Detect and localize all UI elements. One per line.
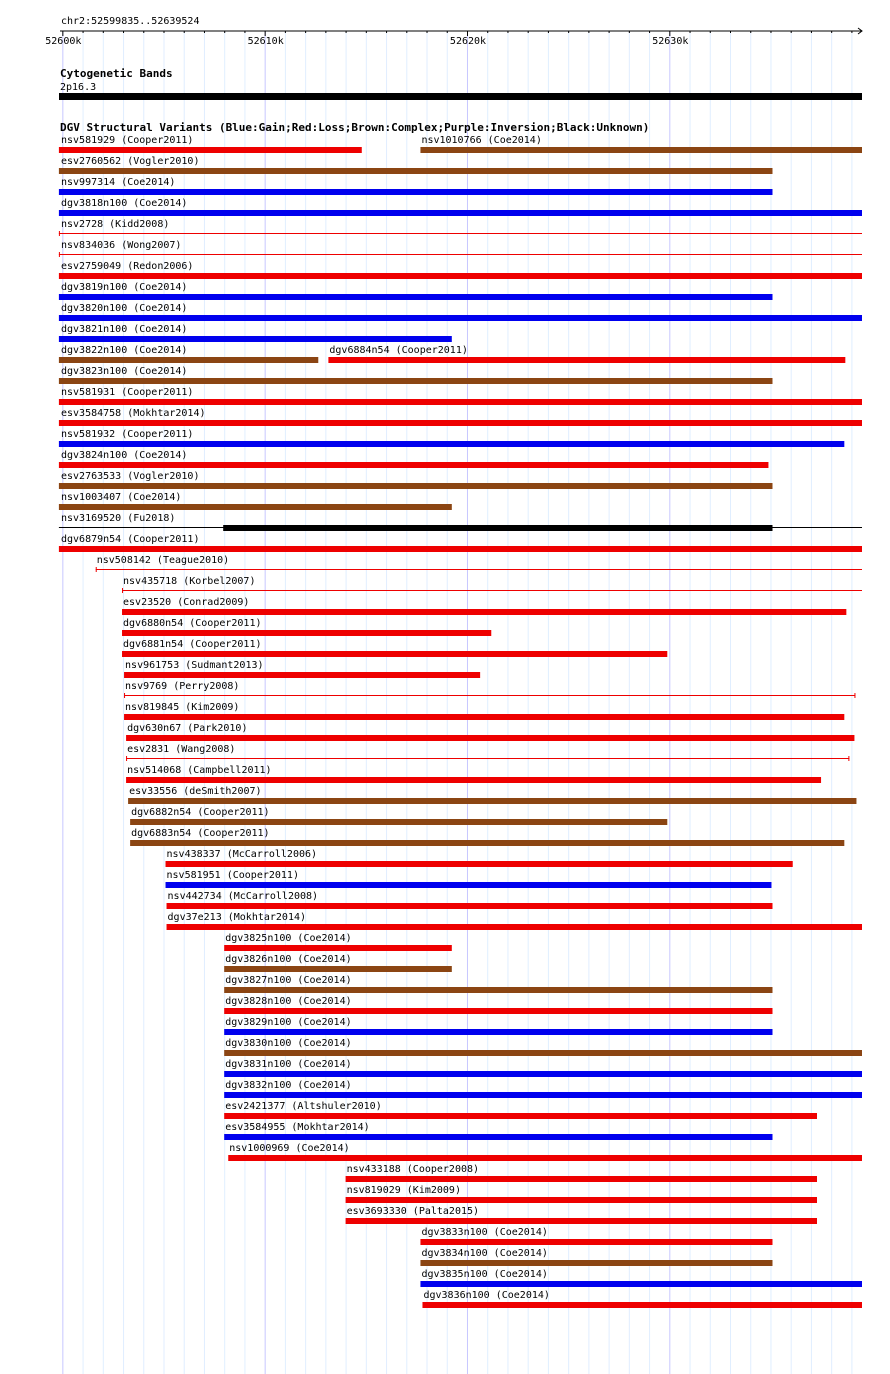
dgv-feature-bar — [224, 1008, 772, 1014]
dgv-feature-bar — [128, 798, 856, 804]
dgv-feature-label: dgv3828n100 (Coe2014) — [225, 996, 352, 1007]
dgv-feature[interactable] — [167, 891, 773, 909]
dgv-feature-label: esv3584758 (Mokhtar2014) — [61, 408, 206, 419]
dgv-feature[interactable] — [166, 870, 772, 888]
dgv-feature[interactable] — [224, 1038, 862, 1056]
dgv-feature[interactable] — [59, 429, 844, 447]
dgv-feature-label: dgv3823n100 (Coe2014) — [61, 366, 188, 377]
dgv-feature-label: dgv3821n100 (Coe2014) — [61, 324, 188, 335]
dgv-feature-bar — [124, 672, 480, 678]
dgv-feature[interactable] — [224, 1101, 817, 1119]
dgv-feature-bar — [167, 903, 773, 909]
ruler-tick-label: 52610k — [247, 36, 284, 47]
dgv-feature-bar — [224, 1071, 862, 1077]
dgv-feature[interactable] — [59, 471, 773, 489]
dgv-feature-bar — [224, 1134, 772, 1140]
dgv-feature-bar — [124, 714, 844, 720]
dgv-feature[interactable] — [59, 366, 773, 384]
dgv-feature-label: nsv581929 (Cooper2011) — [61, 135, 194, 146]
dgv-feature-bar — [224, 966, 452, 972]
dgv-feature-bar — [59, 273, 862, 279]
dgv-feature-bar — [224, 1029, 772, 1035]
dgv-feature[interactable] — [59, 345, 318, 363]
dgv-feature[interactable] — [346, 1164, 817, 1182]
dgv-feature-bar — [166, 882, 772, 888]
dgv-feature-label: esv2759049 (Redon2006) — [61, 261, 194, 272]
dgv-feature-label: nsv1010766 (Coe2014) — [421, 135, 542, 146]
dgv-feature-bar — [167, 924, 862, 930]
dgv-feature[interactable] — [420, 1269, 862, 1287]
ruler-tick-label: 52600k — [45, 36, 82, 47]
dgv-feature-bar — [420, 1260, 772, 1266]
dgv-feature[interactable] — [59, 492, 452, 510]
dgv-feature-label: dgv6883n54 (Cooper2011) — [131, 828, 270, 839]
dgv-feature-label: dgv3834n100 (Coe2014) — [421, 1248, 548, 1259]
dgv-feature-bar — [59, 294, 773, 300]
dgv-feature[interactable] — [166, 849, 793, 867]
dgv-feature-bar — [130, 840, 844, 846]
dgv-feature-label: nsv442734 (McCarroll2008) — [167, 891, 319, 902]
dgv-feature[interactable] — [59, 240, 862, 257]
dgv-feature-bar — [59, 168, 773, 174]
dgv-feature-label: dgv3819n100 (Coe2014) — [61, 282, 188, 293]
dgv-feature[interactable] — [96, 555, 862, 572]
dgv-feature[interactable] — [167, 912, 862, 930]
dgv-feature-bar — [224, 945, 452, 951]
dgv-feature[interactable] — [420, 1248, 772, 1266]
dgv-feature[interactable] — [346, 1185, 817, 1203]
dgv-feature-bar — [59, 546, 862, 552]
dgv-feature-bar — [59, 315, 862, 321]
dgv-feature-bar — [223, 525, 772, 531]
dgv-feature-bar — [224, 1050, 862, 1056]
dgv-feature[interactable] — [59, 450, 769, 468]
dgv-feature-label: nsv3169520 (Fu2018) — [61, 513, 176, 524]
dgv-feature-label: esv2763533 (Vogler2010) — [61, 471, 200, 482]
dgv-track-title: DGV Structural Variants (Blue:Gain;Red:Loss;Brown:Complex;Purple:Inversion;Black:Unknown) — [60, 121, 650, 134]
dgv-feature-bar — [59, 483, 773, 489]
dgv-feature-bar — [59, 210, 862, 216]
dgv-feature-label: dgv3818n100 (Coe2014) — [61, 198, 188, 209]
dgv-feature[interactable] — [122, 618, 491, 636]
dgv-feature-label: dgv3832n100 (Coe2014) — [225, 1080, 352, 1091]
dgv-feature-label: dgv6884n54 (Cooper2011) — [329, 345, 468, 356]
dgv-feature-label: dgv6879n54 (Cooper2011) — [61, 534, 200, 545]
dgv-feature-bar — [224, 1092, 862, 1098]
dgv-feature-bar — [420, 1281, 862, 1287]
dgv-feature[interactable] — [122, 597, 846, 615]
dgv-feature[interactable] — [59, 324, 452, 342]
dgv-feature[interactable] — [124, 702, 844, 720]
dgv-feature-bar — [126, 735, 854, 741]
dgv-feature[interactable] — [59, 282, 773, 300]
dgv-feature-bar — [122, 609, 846, 615]
dgv-feature-bar — [59, 504, 452, 510]
dgv-feature[interactable] — [228, 1143, 862, 1161]
dgv-feature-label: dgv3820n100 (Coe2014) — [61, 303, 188, 314]
dgv-feature-bar — [224, 1113, 817, 1119]
dgv-feature-label: dgv3829n100 (Coe2014) — [225, 1017, 352, 1028]
dgv-feature-label: nsv997314 (Coe2014) — [61, 177, 176, 188]
dgv-feature-label: dgv3833n100 (Coe2014) — [421, 1227, 548, 1238]
dgv-feature[interactable] — [59, 198, 862, 216]
dgv-feature-label: nsv1003407 (Coe2014) — [61, 492, 182, 503]
dgv-feature[interactable] — [130, 807, 667, 825]
dgv-feature-label: dgv3835n100 (Coe2014) — [421, 1269, 548, 1280]
dgv-feature-label: esv2421377 (Altshuler2010) — [225, 1101, 382, 1112]
dgv-feature-label: nsv433188 (Cooper2008) — [346, 1164, 480, 1175]
dgv-feature-bar — [59, 420, 862, 426]
dgv-feature-bar — [59, 441, 844, 447]
dgv-feature-label: nsv961753 (Sudmant2013) — [125, 660, 264, 671]
dgv-feature-label: dgv3830n100 (Coe2014) — [225, 1038, 352, 1049]
dgv-feature-label: nsv2728 (Kidd2008) — [61, 219, 170, 230]
dgv-feature-label: esv33556 (deSmith2007) — [129, 786, 262, 797]
dgv-feature[interactable] — [122, 639, 667, 657]
cytobands-title: Cytogenetic Bands — [60, 67, 173, 80]
region-label: chr2:52599835..52639524 — [61, 16, 200, 27]
dgv-feature-bar — [122, 651, 667, 657]
dgv-feature[interactable] — [126, 723, 854, 741]
dgv-feature-label: dgv6880n54 (Cooper2011) — [123, 618, 262, 629]
dgv-feature-bar — [59, 378, 773, 384]
dgv-feature-bar — [224, 987, 772, 993]
dgv-feature[interactable] — [224, 1059, 862, 1077]
dgv-feature-label: esv2831 (Wang2008) — [127, 744, 236, 755]
dgv-feature[interactable] — [59, 303, 862, 321]
dgv-feature-label: dgv3826n100 (Coe2014) — [225, 954, 352, 965]
dgv-feature[interactable] — [224, 954, 452, 972]
dgv-feature-bar — [59, 189, 773, 195]
dgv-feature[interactable] — [224, 933, 452, 951]
cytoband-name: 2p16.3 — [60, 82, 97, 93]
dgv-feature-label: nsv581951 (Cooper2011) — [166, 870, 299, 881]
dgv-feature[interactable] — [128, 786, 856, 804]
dgv-feature[interactable] — [420, 135, 862, 153]
dgv-feature-bar — [59, 399, 862, 405]
dgv-feature-label: esv2760562 (Vogler2010) — [61, 156, 200, 167]
dgv-feature-label: dgv6881n54 (Cooper2011) — [123, 639, 262, 650]
dgv-feature[interactable] — [59, 387, 862, 405]
dgv-feature[interactable] — [59, 156, 773, 174]
dgv-feature[interactable] — [59, 408, 862, 426]
dgv-feature[interactable] — [328, 345, 845, 363]
dgv-variant-rows — [59, 135, 862, 1308]
dgv-feature-label: nsv581931 (Cooper2011) — [61, 387, 194, 398]
dgv-feature-label: nsv508142 (Teague2010) — [96, 555, 230, 566]
dgv-feature-label: nsv514068 (Campbell2011) — [127, 765, 272, 776]
dgv-feature-label: nsv1000969 (Coe2014) — [229, 1143, 350, 1154]
dgv-feature-bar — [346, 1218, 817, 1224]
dgv-feature[interactable] — [420, 1227, 772, 1245]
dgv-feature-label: esv23520 (Conrad2009) — [123, 597, 250, 608]
dgv-feature-label: esv3584955 (Mokhtar2014) — [225, 1122, 370, 1133]
dgv-feature-label: dgv630n67 (Park2010) — [127, 723, 248, 734]
dgv-feature-bar — [420, 1239, 772, 1245]
dgv-feature-bar — [228, 1155, 862, 1161]
dgv-feature-bar — [328, 357, 845, 363]
dgv-feature-bar — [346, 1197, 817, 1203]
dgv-feature[interactable] — [130, 828, 844, 846]
dgv-feature-bar — [59, 357, 318, 363]
cytoband-bar[interactable] — [59, 93, 862, 100]
dgv-feature-bar — [422, 1302, 862, 1308]
dgv-feature[interactable] — [59, 219, 862, 236]
dgv-feature[interactable] — [422, 1290, 862, 1308]
dgv-feature-label: dgv3831n100 (Coe2014) — [225, 1059, 352, 1070]
dgv-feature[interactable] — [126, 765, 821, 783]
dgv-feature-label: nsv819845 (Kim2009) — [125, 702, 240, 713]
dgv-feature-label: esv3693330 (Palta2015) — [346, 1206, 480, 1217]
dgv-feature-bar — [59, 336, 452, 342]
dgv-feature[interactable] — [59, 177, 773, 195]
dgv-feature-bar — [166, 861, 793, 867]
dgv-feature[interactable] — [346, 1206, 817, 1224]
dgv-feature-label: nsv435718 (Korbel2007) — [123, 576, 256, 587]
dgv-feature-label: nsv9769 (Perry2008) — [125, 681, 240, 692]
dgv-feature-bar — [59, 147, 362, 153]
dgv-feature[interactable] — [124, 681, 855, 698]
dgv-feature[interactable] — [59, 513, 862, 531]
dgv-feature-label: dgv3836n100 (Coe2014) — [423, 1290, 550, 1301]
ruler — [45, 16, 862, 47]
dgv-feature-label: nsv834036 (Wong2007) — [61, 240, 182, 251]
dgv-feature-label: nsv581932 (Cooper2011) — [61, 429, 194, 440]
dgv-feature-bar — [130, 819, 667, 825]
cytogenetic-bands-track — [59, 67, 862, 100]
dgv-feature-bar — [126, 777, 821, 783]
dgv-feature[interactable] — [59, 534, 862, 552]
dgv-structural-variants-track — [59, 121, 862, 1308]
dgv-feature-label: dgv6882n54 (Cooper2011) — [131, 807, 270, 818]
dgv-feature-bar — [122, 630, 491, 636]
dgv-feature-bar — [59, 462, 769, 468]
dgv-feature-label: dgv37e213 (Mokhtar2014) — [167, 912, 307, 923]
dgv-feature-bar — [346, 1176, 817, 1182]
dgv-feature-label: nsv819029 (Kim2009) — [346, 1185, 461, 1196]
ruler-tick-label: 52630k — [652, 36, 689, 47]
dgv-feature[interactable] — [59, 261, 862, 279]
dgv-feature-label: dgv3825n100 (Coe2014) — [225, 933, 352, 944]
dgv-feature-label: nsv438337 (McCarroll2006) — [166, 849, 318, 860]
dgv-feature-label: dgv3827n100 (Coe2014) — [225, 975, 352, 986]
dgv-feature-bar — [420, 147, 862, 153]
dgv-feature[interactable] — [224, 1080, 862, 1098]
dgv-feature-label: dgv3824n100 (Coe2014) — [61, 450, 188, 461]
dgv-feature-label: dgv3822n100 (Coe2014) — [61, 345, 188, 356]
ruler-tick-label: 52620k — [449, 36, 487, 47]
dgv-feature[interactable] — [59, 135, 362, 153]
